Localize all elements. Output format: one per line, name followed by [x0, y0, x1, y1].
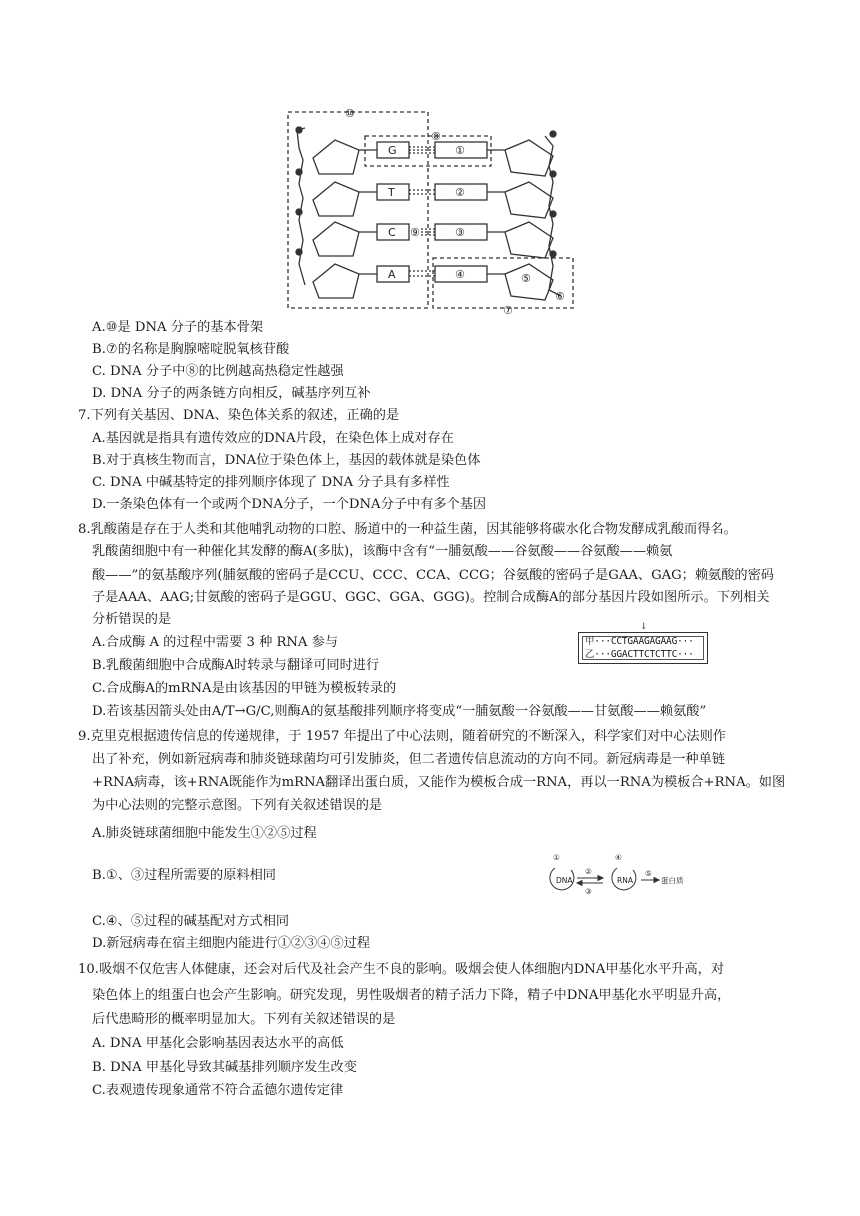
q9-option-d: D.新冠病毒在宿主细胞内能进行①②③④⑤过程 — [92, 936, 371, 951]
dogma-rna: RNA — [617, 876, 633, 885]
strand-yi: 乙···GGACTTCTCTTC··· — [585, 649, 694, 660]
label-2: ② — [455, 186, 465, 199]
q8-option-a: A.合成酶 A 的过程中需要 3 种 RNA 参与 — [92, 635, 339, 650]
q8-stem-line4: 子是AAA、AAG;甘氨酸的密码子是GGU、GGC、GGA、GGG)。控制合成酶A的部分基因片段如图所示。下列相关 — [92, 590, 770, 605]
q7-stem: 7.下列有关基因、DNA、染色体关系的叙述，正确的是 — [78, 408, 400, 423]
q10-option-a: A. DNA 甲基化会影响基因表达水平的高低 — [92, 1036, 344, 1051]
q9-option-c: C.④、⑤过程的碱基配对方式相同 — [92, 914, 290, 929]
gene-sequence-box — [578, 632, 708, 664]
q8-option-d: D.若该基因箭头处由A/T→G/C,则酶A的氨基酸排列顺序将变成“一脯氨酸一谷氨酸——甘氨酸——赖氨酸” — [92, 704, 707, 719]
mutation-arrow-icon: ↓ — [640, 622, 648, 632]
q8-option-c: C.合成酶A的mRNA是由该基因的甲链为模板转录的 — [92, 681, 397, 696]
label-8: ⑧ — [431, 130, 441, 143]
q8-stem-line5: 分析错误的是 — [92, 612, 172, 627]
label-3: ③ — [455, 226, 465, 239]
central-dogma-diagram — [545, 852, 685, 898]
dna-structure-diagram — [283, 100, 583, 320]
label-6: ⑥ — [555, 290, 565, 303]
q7-option-b: B.对于真核生物而言，DNA位于染色体上，基因的载体就是染色体 — [92, 453, 481, 468]
q8-stem-line2: 乳酸菌细胞中有一种催化其发酵的酶A(多肽)，该酶中含有“一脯氨酸——谷氨酸——谷氨酸——赖氨 — [92, 544, 673, 559]
dogma-step-4: ④ — [615, 853, 622, 862]
base-g: G — [388, 144, 397, 157]
dogma-step-2: ② — [585, 867, 592, 876]
label-7: ⑦ — [503, 304, 513, 317]
strand-jia: 甲···CCTGAAGAGAAG··· — [585, 636, 694, 647]
q10-stem-line3: 后代患畸形的概率明显加大。下列有关叙述错误的是 — [92, 1012, 396, 1027]
q7-option-d: D.一条染色体有一个或两个DNA分子，一个DNA分子中有多个基因 — [92, 497, 487, 512]
q9-option-a: A.肺炎链球菌细胞中能发生①②⑤过程 — [92, 826, 317, 841]
q8-option-b: B.乳酸菌细胞中合成酶A时转录与翻译可同时进行 — [92, 658, 380, 673]
q8-stem-line3: 酸——”的氨基酸序列(脯氨酸的密码子是CCU、CCC、CCA、CCG；谷氨酸的密码子是GAA、GAG；赖氨酸的密码 — [92, 568, 774, 583]
label-1: ① — [455, 144, 465, 157]
label-9: ⑨ — [410, 226, 420, 239]
base-c: C — [388, 226, 396, 239]
q10-option-b: B. DNA 甲基化导致其碱基排列顺序发生改变 — [92, 1060, 357, 1075]
base-a: A — [388, 268, 396, 281]
q10-stem-line2: 染色体上的组蛋白也会产生影响。研究发现，男性吸烟者的精子活力下降，精子中DNA甲基化水平明显升高， — [92, 988, 731, 1003]
dogma-protein: 蛋白质 — [661, 876, 684, 885]
dogma-dna: DNA — [556, 876, 573, 885]
label-5: ⑤ — [521, 272, 531, 285]
q6-option-a: A.⑩是 DNA 分子的基本骨架 — [92, 320, 264, 335]
base-t: T — [388, 186, 395, 199]
q9-stem-line2: 出了补充，例如新冠病毒和肺炎链球菌均可引发肺炎，但二者遗传信息流动的方向不同。新冠病毒是一种单链 — [92, 752, 725, 767]
label-10: ⑩ — [345, 107, 355, 120]
dogma-step-1: ① — [553, 853, 560, 862]
q6-option-c: C. DNA 分子中⑧的比例越高热稳定性越强 — [92, 364, 344, 379]
dogma-step-5: ⑤ — [645, 869, 652, 878]
q9-option-b: B.①、③过程所需要的原料相同 — [92, 868, 276, 883]
q9-stem-line3: +RNA病毒，该+RNA既能作为mRNA翻译出蛋白质，又能作为模板合成一RNA，再以一RNA为模板合+RNA。如图 — [92, 775, 786, 790]
dogma-step-3: ③ — [585, 887, 592, 896]
q7-option-c: C. DNA 中碱基特定的排列顺序体现了 DNA 分子具有多样性 — [92, 475, 450, 490]
q10-stem-line1: 10.吸烟不仅危害人体健康，还会对后代及社会产生不良的影响。吸烟会使人体细胞内DNA甲基化水平升高，对 — [78, 962, 725, 977]
q9-stem-line4: 为中心法则的完整示意图。下列有关叙述错误的是 — [92, 798, 383, 813]
q7-option-a: A.基因就是指具有遗传效应的DNA片段，在染色体上成对存在 — [92, 431, 454, 446]
q8-stem-line1: 8.乳酸菌是存在于人类和其他哺乳动物的口腔、肠道中的一种益生菌，因其能够将碳水化合物发酵成乳酸而得名。 — [78, 522, 737, 537]
q6-option-b: B.⑦的名称是胸腺嘧啶脱氧核苷酸 — [92, 342, 290, 357]
q6-option-d: D. DNA 分子的两条链方向相反，碱基序列互补 — [92, 386, 371, 401]
label-4: ④ — [455, 268, 465, 281]
q9-stem-line1: 9.克里克根据遗传信息的传递规律，于 1957 年提出了中心法则，随着研究的不断深入，科学家们对中心法则作 — [78, 729, 726, 744]
q10-option-c: C.表观遗传现象通常不符合孟德尔遗传定律 — [92, 1083, 344, 1098]
